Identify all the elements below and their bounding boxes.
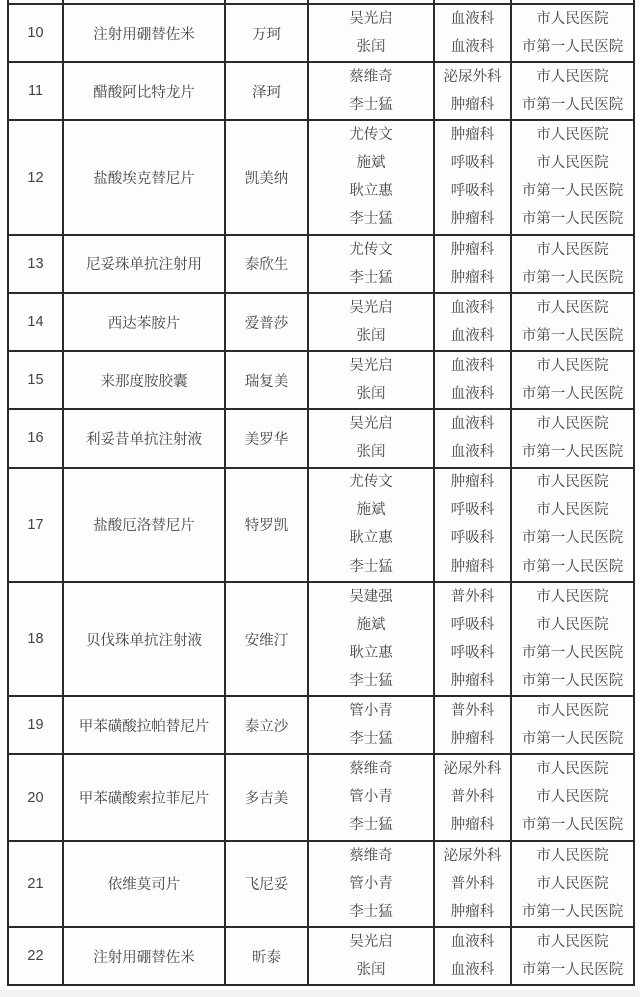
row-number-cell: 12 — [8, 120, 63, 234]
doctor-name: 李士猛 — [349, 558, 393, 575]
hospital-name: 市第一人民医院 — [521, 731, 624, 748]
row-number-cell: 20 — [8, 754, 63, 840]
doctor-name: 吴光启 — [349, 10, 393, 27]
drug-name-cell: 西达苯胺片 — [63, 293, 225, 351]
doctor-name: 管小青 — [349, 789, 393, 806]
table-row — [8, 582, 634, 696]
doctor-name: 施斌 — [356, 502, 386, 519]
department-name: 血液科 — [450, 299, 495, 316]
table-row — [8, 754, 634, 840]
departments-cell — [434, 927, 511, 985]
department-name: 血液科 — [450, 327, 495, 344]
doctors-cell — [308, 754, 434, 840]
table-row — [8, 235, 634, 293]
doctor-name: 吴光启 — [349, 357, 393, 374]
brand-name-cell: 多吉美 — [225, 754, 308, 840]
brand-name-cell: 爱普莎 — [225, 293, 308, 351]
drug-name-cell: 依维莫司片 — [63, 841, 225, 927]
doctor-name: 李士猛 — [349, 269, 393, 286]
drug-name-cell: 注射用硼替佐米 — [63, 4, 225, 62]
row-number-cell: 21 — [8, 841, 63, 927]
hospital-name: 市第一人民医院 — [521, 183, 624, 200]
hospital-name: 市人民医院 — [536, 789, 609, 806]
department-name: 血液科 — [450, 10, 495, 27]
doctor-name: 张闰 — [356, 444, 386, 461]
brand-name-cell: 特罗凯 — [225, 468, 308, 582]
hospitals-cell — [511, 62, 634, 120]
doctors-cell — [308, 120, 434, 234]
doctor-name: 吴光启 — [349, 416, 393, 433]
department-name: 呼吸科 — [450, 155, 495, 172]
doctors-cell — [308, 927, 434, 985]
row-number-cell: 16 — [8, 409, 63, 467]
doctor-name: 李士猛 — [349, 903, 393, 920]
brand-name-cell: 飞尼妥 — [225, 841, 308, 927]
hospital-name: 市人民医院 — [536, 616, 609, 633]
department-name: 普外科 — [450, 703, 495, 720]
hospitals-cell — [511, 696, 634, 754]
doctors-cell — [308, 696, 434, 754]
departments-cell — [434, 754, 511, 840]
brand-name-cell: 泽珂 — [225, 62, 308, 120]
hospitals-cell — [511, 754, 634, 840]
department-name: 呼吸科 — [450, 616, 495, 633]
hospital-name: 市人民医院 — [536, 127, 609, 144]
department-name: 呼吸科 — [450, 502, 495, 519]
hospital-name: 市人民医院 — [536, 847, 609, 864]
departments-cell — [434, 841, 511, 927]
drug-name-cell: 盐酸厄洛替尼片 — [63, 468, 225, 582]
brand-name-cell: 凯美纳 — [225, 120, 308, 234]
department-name: 血液科 — [450, 961, 495, 978]
hospital-name: 市第一人民医院 — [521, 530, 624, 547]
hospital-name: 市第一人民医院 — [521, 558, 624, 575]
hospitals-cell — [511, 409, 634, 467]
table-row — [8, 409, 634, 467]
department-name: 血液科 — [450, 38, 495, 55]
hospital-name: 市人民医院 — [536, 588, 609, 605]
drug-name-cell: 贝伐珠单抗注射液 — [63, 582, 225, 696]
department-name: 普外科 — [450, 789, 495, 806]
page-bottom-margin — [0, 990, 640, 997]
doctor-name: 张闰 — [356, 38, 386, 55]
hospital-name: 市第一人民医院 — [521, 817, 624, 834]
hospital-name: 市人民医院 — [536, 299, 609, 316]
row-number-cell: 11 — [8, 62, 63, 120]
department-name: 普外科 — [450, 588, 495, 605]
row-number-cell: 14 — [8, 293, 63, 351]
departments-cell — [434, 582, 511, 696]
doctors-cell — [308, 293, 434, 351]
hospital-name: 市人民医院 — [536, 155, 609, 172]
doctor-name: 耿立惠 — [349, 644, 393, 661]
hospital-name: 市人民医院 — [536, 10, 609, 27]
doctors-cell — [308, 841, 434, 927]
hospital-name: 市人民医院 — [536, 875, 609, 892]
hospital-name: 市人民医院 — [536, 416, 609, 433]
drug-name-cell: 利妥昔单抗注射液 — [63, 409, 225, 467]
department-name: 血液科 — [450, 444, 495, 461]
drug-doctor-hospital-table — [7, 0, 635, 986]
doctor-name: 吴光启 — [349, 299, 393, 316]
hospital-name: 市人民医院 — [536, 933, 609, 950]
department-name: 肿瘤科 — [450, 127, 495, 144]
doctor-name: 施斌 — [356, 616, 386, 633]
table-row — [8, 468, 634, 582]
doctor-name: 管小青 — [349, 703, 393, 720]
row-number-cell: 10 — [8, 4, 63, 62]
doctor-name: 张闰 — [356, 961, 386, 978]
doctor-name: 耿立惠 — [349, 183, 393, 200]
hospital-name: 市人民医院 — [536, 703, 609, 720]
hospitals-cell — [511, 841, 634, 927]
drug-name-cell: 甲苯磺酸拉帕替尼片 — [63, 696, 225, 754]
department-name: 肿瘤科 — [450, 211, 495, 228]
departments-cell — [434, 120, 511, 234]
doctor-name: 蔡维奇 — [349, 761, 393, 778]
doctor-name: 李士猛 — [349, 211, 393, 228]
table-row — [8, 351, 634, 409]
doctor-name: 耿立惠 — [349, 530, 393, 547]
departments-cell — [434, 409, 511, 467]
hospital-name: 市第一人民医院 — [521, 444, 624, 461]
department-name: 肿瘤科 — [450, 903, 495, 920]
hospital-name: 市第一人民医院 — [521, 97, 624, 114]
hospital-name: 市人民医院 — [536, 474, 609, 491]
department-name: 肿瘤科 — [450, 97, 495, 114]
hospitals-cell — [511, 235, 634, 293]
doctor-name: 尤传文 — [349, 241, 393, 258]
hospitals-cell — [511, 468, 634, 582]
department-name: 泌尿外科 — [443, 847, 502, 864]
hospitals-cell — [511, 293, 634, 351]
departments-cell — [434, 235, 511, 293]
hospital-name: 市人民医院 — [536, 502, 609, 519]
hospital-name: 市人民医院 — [536, 68, 609, 85]
doctor-name: 蔡维奇 — [349, 68, 393, 85]
doctors-cell — [308, 409, 434, 467]
hospital-name: 市第一人民医院 — [521, 269, 624, 286]
department-name: 血液科 — [450, 386, 495, 403]
hospitals-cell — [511, 351, 634, 409]
department-name: 呼吸科 — [450, 183, 495, 200]
departments-cell — [434, 4, 511, 62]
departments-cell — [434, 696, 511, 754]
department-name: 血液科 — [450, 933, 495, 950]
departments-cell — [434, 293, 511, 351]
hospitals-cell — [511, 4, 634, 62]
doctor-name: 吴光启 — [349, 933, 393, 950]
department-name: 肿瘤科 — [450, 241, 495, 258]
doctor-name: 李士猛 — [349, 672, 393, 689]
drug-name-cell: 来那度胺胶囊 — [63, 351, 225, 409]
hospital-name: 市人民医院 — [536, 357, 609, 374]
row-number-cell: 19 — [8, 696, 63, 754]
doctor-name: 李士猛 — [349, 97, 393, 114]
department-name: 肿瘤科 — [450, 731, 495, 748]
doctors-cell — [308, 351, 434, 409]
table-body — [8, 0, 634, 985]
hospital-name: 市人民医院 — [536, 761, 609, 778]
hospital-name: 市第一人民医院 — [521, 386, 624, 403]
hospital-name: 市人民医院 — [536, 241, 609, 258]
hospital-name: 市第一人民医院 — [521, 903, 624, 920]
brand-name-cell: 安维汀 — [225, 582, 308, 696]
doctor-name: 吴建强 — [349, 588, 393, 605]
doctors-cell — [308, 235, 434, 293]
drug-name-cell: 注射用硼替佐米 — [63, 927, 225, 985]
drug-name-cell: 醋酸阿比特龙片 — [63, 62, 225, 120]
row-number-cell: 18 — [8, 582, 63, 696]
table-row — [8, 4, 634, 62]
doctor-name: 张闰 — [356, 327, 386, 344]
table-row — [8, 696, 634, 754]
doctor-name: 管小青 — [349, 875, 393, 892]
department-name: 呼吸科 — [450, 530, 495, 547]
drug-name-cell: 甲苯磺酸索拉菲尼片 — [63, 754, 225, 840]
hospital-name: 市第一人民医院 — [521, 672, 624, 689]
row-number-cell: 22 — [8, 927, 63, 985]
doctor-name: 李士猛 — [349, 731, 393, 748]
doctors-cell — [308, 62, 434, 120]
hospital-name: 市第一人民医院 — [521, 961, 624, 978]
table-row — [8, 120, 634, 234]
doctors-cell — [308, 468, 434, 582]
brand-name-cell: 万珂 — [225, 4, 308, 62]
brand-name-cell: 美罗华 — [225, 409, 308, 467]
department-name: 血液科 — [450, 416, 495, 433]
hospital-name: 市第一人民医院 — [521, 644, 624, 661]
department-name: 普外科 — [450, 875, 495, 892]
doctor-name: 尤传文 — [349, 127, 393, 144]
drug-name-cell: 尼妥珠单抗注射用 — [63, 235, 225, 293]
row-number-cell: 15 — [8, 351, 63, 409]
row-number-cell: 13 — [8, 235, 63, 293]
row-number-cell: 17 — [8, 468, 63, 582]
doctor-name: 张闰 — [356, 386, 386, 403]
hospitals-cell — [511, 927, 634, 985]
doctor-name: 施斌 — [356, 155, 386, 172]
department-name: 泌尿外科 — [443, 68, 502, 85]
table-row — [8, 927, 634, 985]
departments-cell — [434, 351, 511, 409]
hospital-name: 市第一人民医院 — [521, 211, 624, 228]
hospital-name: 市第一人民医院 — [521, 327, 624, 344]
brand-name-cell: 瑞复美 — [225, 351, 308, 409]
table-row — [8, 293, 634, 351]
department-name: 肿瘤科 — [450, 672, 495, 689]
department-name: 血液科 — [450, 357, 495, 374]
brand-name-cell: 昕泰 — [225, 927, 308, 985]
doctors-cell — [308, 582, 434, 696]
department-name: 肿瘤科 — [450, 269, 495, 286]
doctor-name: 李士猛 — [349, 817, 393, 834]
hospital-name: 市第一人民医院 — [521, 38, 624, 55]
department-name: 肿瘤科 — [450, 558, 495, 575]
table-row — [8, 62, 634, 120]
department-name: 泌尿外科 — [443, 761, 502, 778]
department-name: 肿瘤科 — [450, 817, 495, 834]
hospitals-cell — [511, 582, 634, 696]
table-row — [8, 841, 634, 927]
brand-name-cell: 泰立沙 — [225, 696, 308, 754]
doctor-name: 尤传文 — [349, 474, 393, 491]
doctor-name: 蔡维奇 — [349, 847, 393, 864]
brand-name-cell: 泰欣生 — [225, 235, 308, 293]
department-name: 肿瘤科 — [450, 474, 495, 491]
departments-cell — [434, 468, 511, 582]
hospitals-cell — [511, 120, 634, 234]
doctors-cell — [308, 4, 434, 62]
departments-cell — [434, 62, 511, 120]
drug-name-cell: 盐酸埃克替尼片 — [63, 120, 225, 234]
department-name: 呼吸科 — [450, 644, 495, 661]
